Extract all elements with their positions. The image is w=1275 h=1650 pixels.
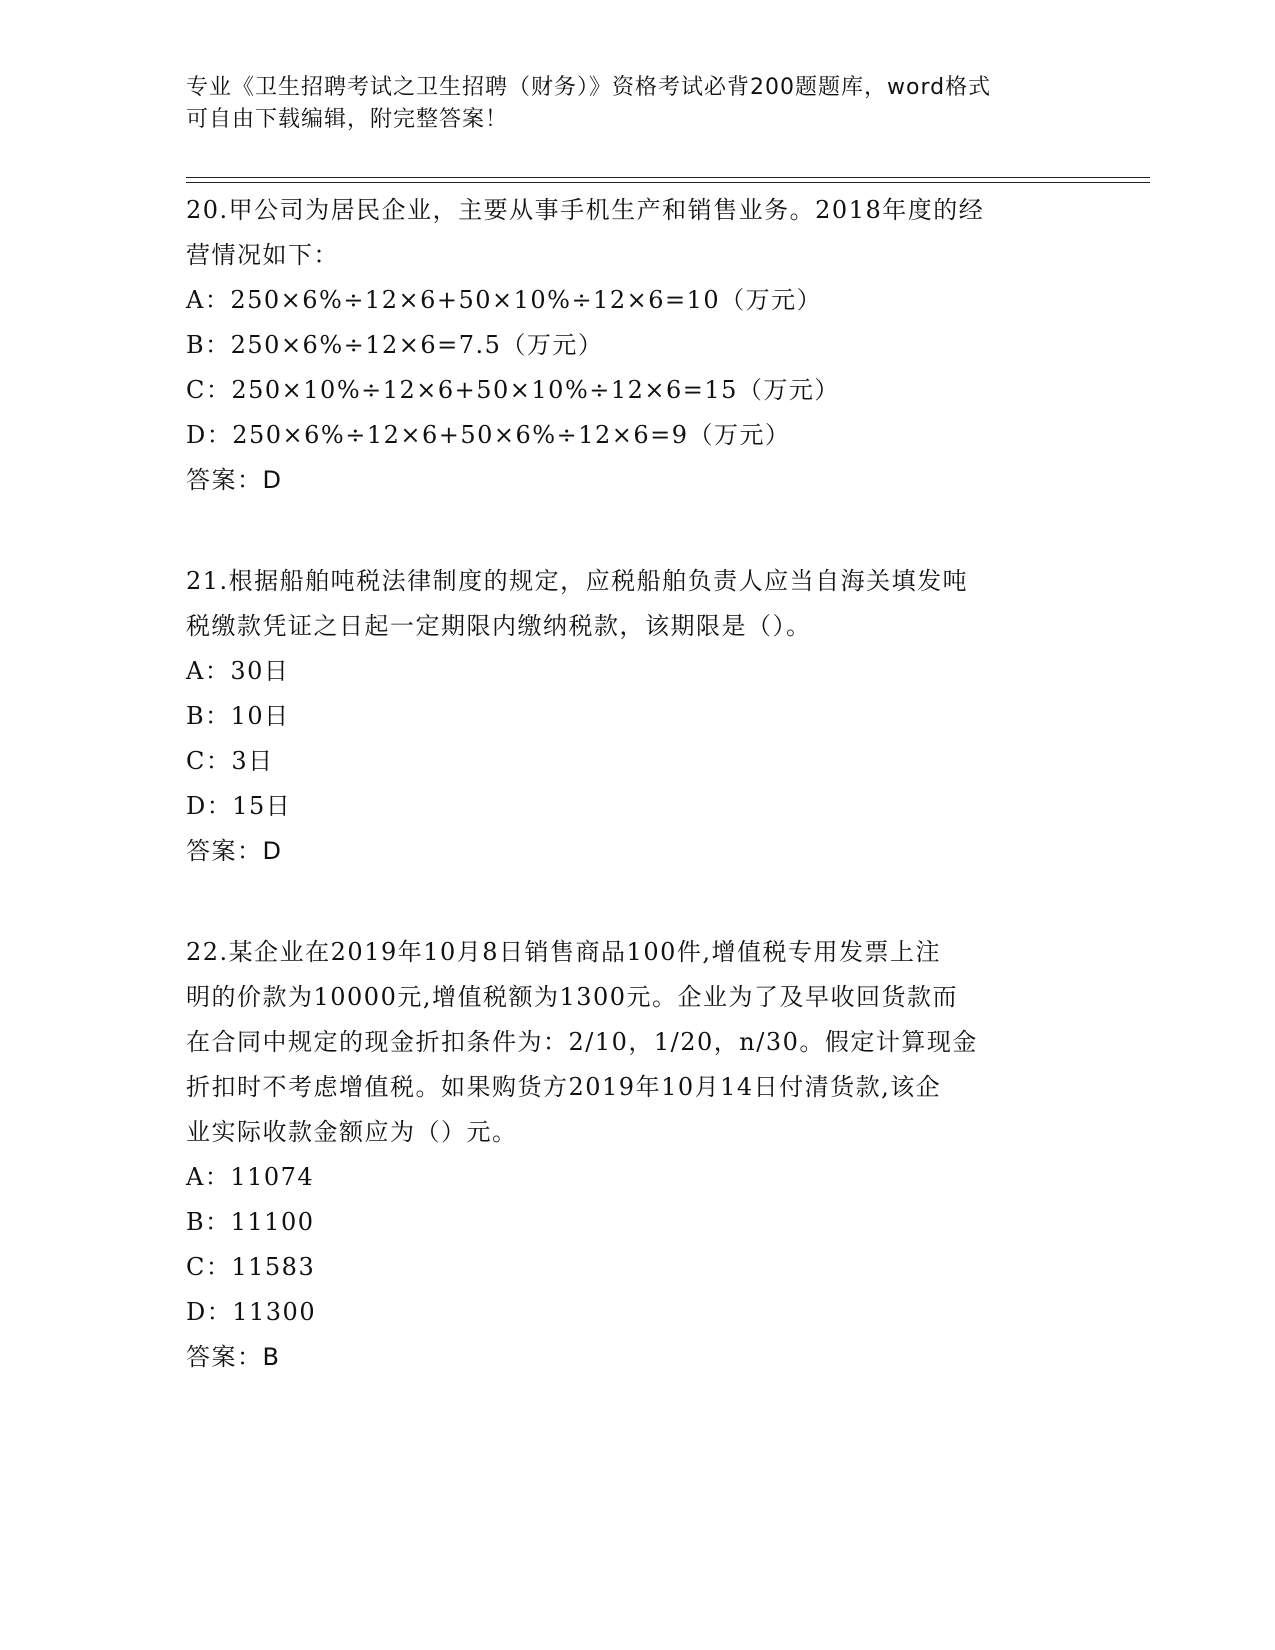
question-stem-line: 折扣时不考虑增值税。如果购货方2019年10月14日付清货款,该企 <box>186 1073 942 1101</box>
option-d: D：15日 <box>186 792 292 820</box>
question-21 <box>186 559 1086 874</box>
answer-line: 答案：B <box>186 1343 281 1371</box>
option-c: C：11583 <box>186 1253 316 1281</box>
question-stem-line: 22.某企业在2019年10月8日销售商品100件,增值税专用发票上注 <box>186 938 941 966</box>
question-20 <box>186 188 1086 503</box>
document-header <box>186 72 1086 136</box>
question-stem-line: 营情况如下： <box>186 241 339 269</box>
option-b: B：11100 <box>186 1208 315 1236</box>
header-line-2: 可自由下载编辑，附完整答案！ <box>186 107 509 132</box>
question-list <box>186 188 1086 1436</box>
answer-line: 答案：D <box>186 466 283 494</box>
question-stem-line: 20.甲公司为居民企业，主要从事手机生产和销售业务。2018年度的经 <box>186 196 985 224</box>
header-divider-top <box>186 177 1150 178</box>
header-line-1: 专业《卫生招聘考试之卫生招聘（财务）》资格考试必背200题题库，word格式 <box>186 75 992 100</box>
question-stem-line: 21.根据船舶吨税法律制度的规定，应税船舶负责人应当自海关填发吨 <box>186 567 969 595</box>
option-c: C：3日 <box>186 747 274 775</box>
header-divider-bottom <box>186 182 1150 183</box>
answer-line: 答案：D <box>186 837 283 865</box>
option-a: A：250×6%÷12×6+50×10%÷12×6=10（万元） <box>186 286 823 314</box>
option-a: A：11074 <box>186 1163 315 1191</box>
question-stem-line: 税缴款凭证之日起一定期限内缴纳税款，该期限是（）。 <box>186 612 812 640</box>
question-22 <box>186 930 1086 1380</box>
option-a: A：30日 <box>186 657 290 685</box>
option-d: D：11300 <box>186 1298 317 1326</box>
option-b: B：250×6%÷12×6=7.5（万元） <box>186 331 604 359</box>
question-stem-line: 明的价款为10000元,增值税额为1300元。企业为了及早收回货款而 <box>186 983 959 1011</box>
option-b: B：10日 <box>186 702 290 730</box>
question-stem-line: 业实际收款金额应为（）元。 <box>186 1118 518 1146</box>
option-d: D：250×6%÷12×6+50×6%÷12×6=9（万元） <box>186 421 791 449</box>
option-c: C：250×10%÷12×6+50×10%÷12×6=15（万元） <box>186 376 840 404</box>
question-stem-line: 在合同中规定的现金折扣条件为：2/10，1/20，n/30。假定计算现金 <box>186 1028 978 1056</box>
